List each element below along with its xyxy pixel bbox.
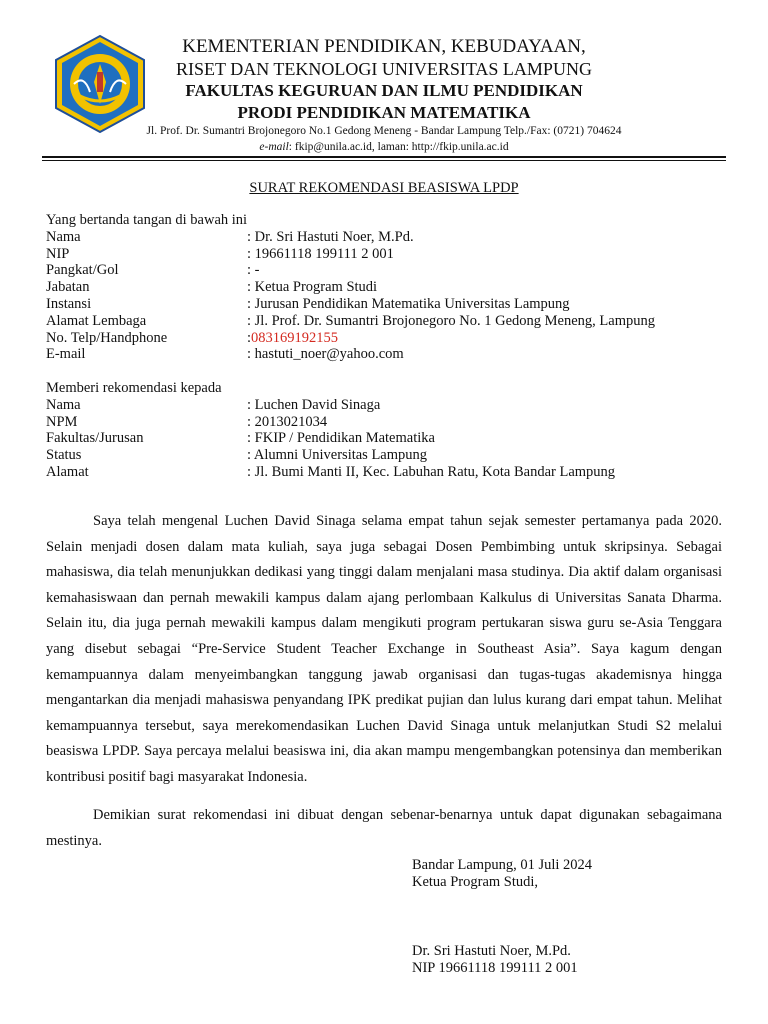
recipient-row: NPM : 2013021034 (46, 413, 328, 430)
signer-row: E-mail : hastuti_noer@yahoo.com (46, 346, 404, 363)
letterhead-address: Jl. Prof. Dr. Sumantri Brojonegoro No.1 Gedong Meneng - Bandar Lampung Telp./Fax: (0721) 704624 (146, 125, 622, 137)
closing-paragraph: Demikian surat rekomendasi ini dibuat dengan sebenar-benarnya untuk dapat digunakan sebagaimana mestinya. (46, 807, 722, 849)
signer-row: Pangkat/Gol : - (46, 262, 260, 279)
signer-intro: Yang bertanda tangan di bawah ini (46, 212, 248, 228)
recipient-row: Fakultas/Jurusan : FKIP / Pendidikan Matematika (46, 430, 435, 447)
letterhead-email (0, 140, 768, 154)
signature-name: Dr. Sri Hastuti Noer, M.Pd. (412, 943, 571, 959)
signer-row: Instansi : Jurusan Pendidikan Matematika Universitas Lampung (46, 295, 570, 312)
recipient-row: Status : Alumni Universitas Lampung (46, 447, 428, 464)
letter-title: SURAT REKOMENDASI BEASISWA LPDP (249, 180, 519, 196)
recipient-intro: Memberi rekomendasi kepada (46, 380, 222, 396)
signer-row: Alamat Lembaga : Jl. Prof. Dr. Sumantri Brojonegoro No. 1 Gedong Meneng, Lampung (46, 312, 655, 329)
letterhead (150, 36, 618, 124)
email-label: e-mail (259, 141, 289, 153)
email-rest: : fkip@unila.ac.id, laman: http://fkip.unila.ac.id (288, 141, 509, 153)
phone-number: 083169192155 (251, 329, 339, 346)
body-paragraph: Saya telah mengenal Luchen David Sinaga selama empat tahun sejak semester pertamanya pada 2020. Selain menjadi dosen dalam mata kuliah, saya juga sebagai Dosen Pembimbing untuk skripsinya. Sebagai mahasiswa, dia telah menunjukkan dedikasi yang tinggi dalam menjalani masa studinya. Dia aktif dalam organisasi kemahasiswaan dan pernah mewakili kampus dalam ajang perlombaan Kalkulus di Universitas Sanata Dharma. Selain itu, dia juga pernah mewakili kampus dalam mengikuti program pertukaran siswa guru se-Asia Tenggara yang disebut sebagai “Pre-Service Student Teacher Exchange in Southeast Asia”. Saya kagum dengan kemampuannya dalam menyeimbangkan tanggung jawab organisasi dan tugas-tugas akademisnya hingga mengantarkan dia menjadi mahasiswa penyandang IPK predikat pujian dan lulus kurang dari empat tahun. Melihat kemampuannya tersebut, saya merekomendasikan Luchen David Sinaga untuk melanjutkan Studi S2 melalui beasiswa LPDP. Saya percaya melalui beasiswa ini, dia akan mampu mengembangkan potensinya dan memberikan kontribusi positif bagi masyarakat Indonesia. (46, 513, 722, 785)
recipient-block (46, 380, 615, 481)
signature-position: Ketua Program Studi, (412, 874, 539, 890)
signer-row: No. Telp/Handphone : 083169192155 (46, 329, 339, 346)
recipient-row: Alamat : Jl. Bumi Manti II, Kec. Labuhan Ratu, Kota Bandar Lampung (46, 463, 616, 480)
header-rule-thick (42, 156, 726, 158)
letterhead-faculty: FAKULTAS KEGURUAN DAN ILMU PENDIDIKAN (185, 81, 583, 100)
signature-nip: NIP 19661118 199111 2 001 (412, 960, 578, 976)
recipient-row: Nama : Luchen David Sinaga (46, 396, 381, 413)
signer-row: Jabatan : Ketua Program Studi (46, 279, 378, 296)
letterhead-ministry: KEMENTERIAN PENDIDIKAN, KEBUDAYAAN, (182, 36, 586, 57)
signer-row: NIP : 19661118 199111 2 001 (46, 245, 394, 262)
university-logo-icon (50, 34, 150, 134)
signature-place-date: Bandar Lampung, 01 Juli 2024 (412, 857, 593, 873)
letterhead-program: PRODI PENDIDIKAN MATEMATIKA (237, 103, 531, 122)
signer-block (46, 212, 655, 363)
signer-row: Nama : Dr. Sri Hastuti Noer, M.Pd. (46, 228, 414, 245)
letterhead-university: RISET DAN TEKNOLOGI UNIVERSITAS LAMPUNG (176, 59, 592, 79)
header-rule-thin (42, 160, 726, 161)
